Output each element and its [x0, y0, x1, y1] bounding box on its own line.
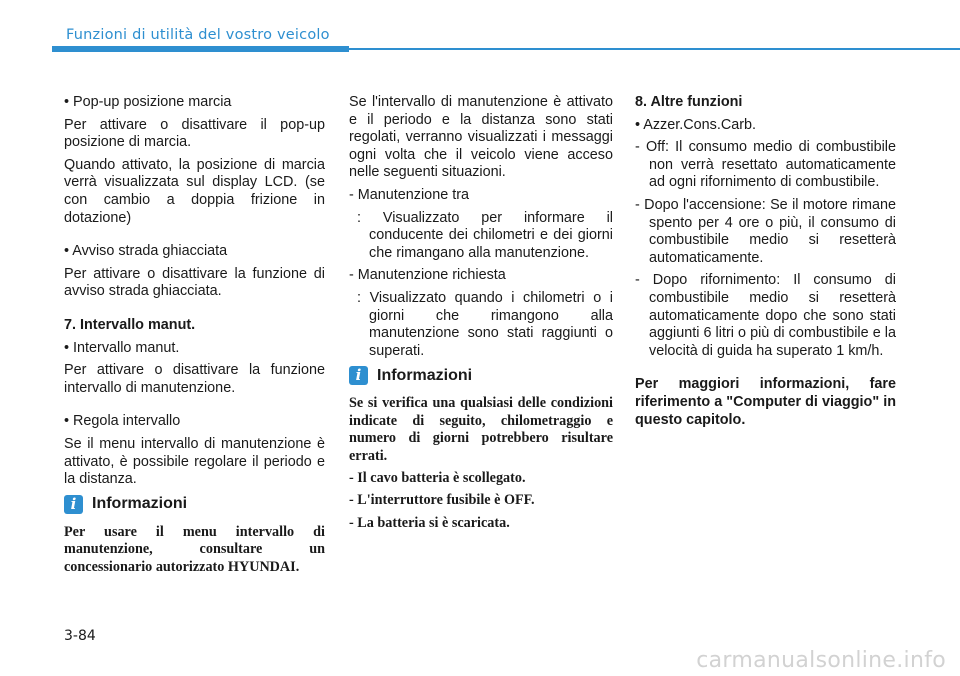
header-divider-thin [349, 48, 960, 50]
paragraph: Per attivare o disattivare la funzione intervallo di manutenzione. [64, 362, 325, 396]
info-text: Per usare il menu intervallo di manutenzione, consultare un concessionario autorizzato HYUNDAI. [64, 523, 325, 575]
column-left [64, 94, 325, 581]
info-icon: i [64, 495, 83, 514]
paragraph: Quando attivato, la posizione di marcia verrà visualizzata sul display LCD. (se con cambio a doppia frizione in dotazione) [64, 156, 325, 226]
column-middle [349, 94, 613, 537]
list-item-required: - Manutenzione richiesta [349, 267, 506, 284]
list-item-due-desc: : Visualizzato per informare il conducente dei chilometri e dei giorni che rimangano alla manutenzione. [357, 209, 613, 261]
bullet-fuel-reset: • Azzer.Cons.Carb. [635, 116, 757, 133]
info-box-header [64, 495, 325, 514]
header-divider-thick [52, 46, 349, 52]
info-text: Se si verifica una qualsiasi delle condizioni indicate di seguito, chilometraggio e numero di giorni potrebbero risultare errati. [349, 395, 613, 464]
bullet-icy-road: • Avviso strada ghiacciata [64, 243, 228, 260]
list-item: - L'interruttore fusibile è OFF. [349, 492, 535, 509]
bullet-service-interval: • Intervallo manut. [64, 339, 180, 356]
watermark: carmanualsonline.info [696, 648, 946, 673]
paragraph: Per attivare o disattivare la funzione di avviso strada ghiacciata. [64, 265, 325, 300]
list-item-required-desc: : Visualizzato quando i chilometri o i giorni che rimangono alla manutenzione sono stati raggiunti o superati. [357, 289, 613, 359]
list-item: - La batteria si è scaricata. [349, 514, 510, 531]
page-number: 3-84 [64, 628, 96, 644]
list-item-due: - Manutenzione tra [349, 186, 469, 203]
paragraph: Se l'intervallo di manutenzione è attivato e il periodo e la distanza sono stati regolati, verranno visualizzati i messaggi ogni volta che il veicolo viene acceso nelle seguenti situazioni. [349, 94, 613, 181]
info-box-header [349, 366, 613, 385]
reference-note: Per maggiori informazioni, fare riferimento a "Computer di viaggio" in questo capitolo. [635, 376, 896, 428]
list-item-off: - Off: Il consumo medio di combustibile non verrà resettato automaticamente ad ogni rifornimento di combustibile. [635, 139, 896, 191]
info-title: Informazioni [377, 366, 473, 384]
list-item: - Il cavo batteria è scollegato. [349, 469, 526, 486]
info-icon: i [349, 366, 368, 385]
section-heading: 7. Intervallo manut. [64, 316, 196, 333]
paragraph: Per attivare o disattivare il pop-up posizione di marcia. [64, 116, 325, 151]
column-right [635, 94, 896, 434]
info-title: Informazioni [92, 495, 188, 513]
section-title: Funzioni di utilità del vostro veicolo [66, 27, 330, 43]
bullet-gear-popup: • Pop-up posizione marcia [64, 94, 232, 110]
list-item-after-ignition: - Dopo l'accensione: Se il motore rimane spento per 4 ore o più, il consumo di combustibile medio si resetterà automaticamente. [635, 196, 896, 266]
bullet-adjust-interval: • Regola intervallo [64, 413, 181, 430]
paragraph: Se il menu intervallo di manutenzione è attivato, è possibile regolare il periodo e la distanza. [64, 435, 325, 488]
section-heading: 8. Altre funzioni [635, 94, 743, 110]
list-item-after-refuel: - Dopo rifornimento: Il consumo di combustibile medio si resetterà automaticamente dopo che sono stati aggiunti 6 litri o più di combustibile e la velocità di guida ha superato 1 km/h. [635, 272, 896, 359]
